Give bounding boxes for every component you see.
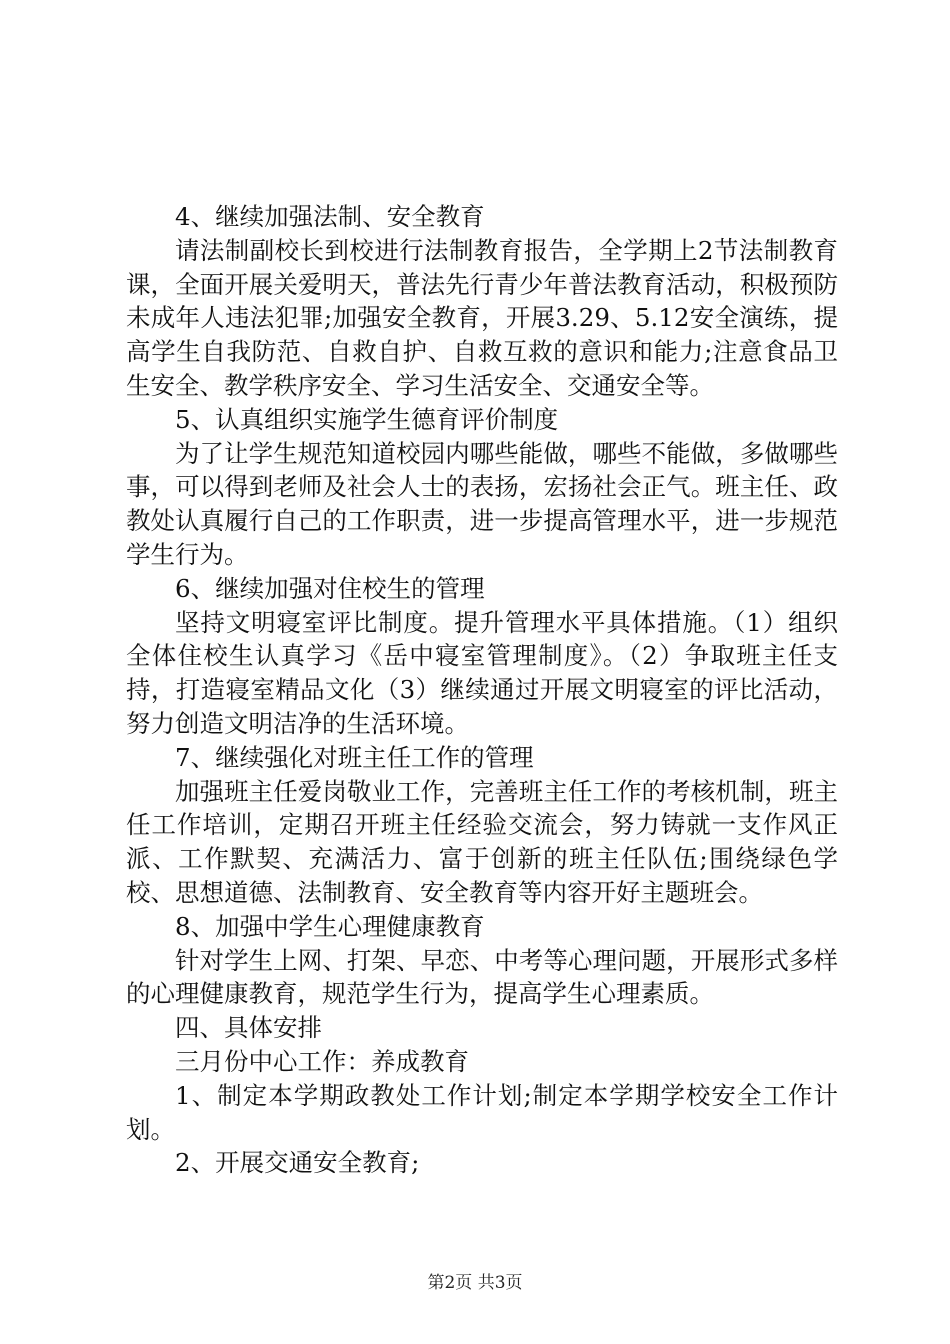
body-paragraph: 加强班主任爱岗敬业工作，完善班主任工作的考核机制，班主任工作培训，定期召开班主任经验交流会，努力铸就一支作风正派、工作默契、充满活力、富于创新的班主任队伍;围绕绿色学校、思想道德、法制教育、安全教育等内容开好主题班会。 — [126, 776, 838, 907]
body-paragraph: 2、开展交通安全教育; — [175, 1148, 420, 1178]
page-number-label: 第2页 共3页 — [427, 1273, 523, 1293]
page-footer — [0, 1272, 950, 1294]
section-heading: 5、认真组织实施学生德育评价制度 — [175, 404, 559, 434]
section-heading: 8、加强中学生心理健康教育 — [175, 911, 485, 941]
body-paragraph: 请法制副校长到校进行法制教育报告，全学期上2节法制教育课，全面开展关爱明天，普法先行青少年普法教育活动，积极预防未成年人违法犯罪;加强安全教育，开展3.29、5.12安全演练，提高学生自我防范、自救自护、自救互救的意识和能力;注意食品卫生安全、教学秩序安全、学习生活安全、交通安全等。 — [126, 235, 838, 400]
document-body — [126, 200, 838, 1180]
section-heading: 四、具体安排 — [175, 1013, 322, 1043]
section-heading: 6、继续加强对住校生的管理 — [175, 573, 485, 603]
body-paragraph: 三月份中心工作：养成教育 — [175, 1046, 469, 1076]
body-paragraph: 针对学生上网、打架、早恋、中考等心理问题，开展形式多样的心理健康教育，规范学生行为，提高学生心理素质。 — [126, 945, 838, 1009]
section-heading: 4、继续加强法制、安全教育 — [175, 202, 485, 231]
body-paragraph: 坚持文明寝室评比制度。提升管理水平具体措施。（1）组织全体住校生认真学习《岳中寝室管理制度》。（2）争取班主任支持，打造寝室精品文化（3）继续通过开展文明寝室的评比活动，努力创造文明洁净的生活环境。 — [126, 607, 838, 738]
section-heading: 7、继续强化对班主任工作的管理 — [175, 742, 534, 772]
body-paragraph: 为了让学生规范知道校园内哪些能做，哪些不能做，多做哪些事，可以得到老师及社会人士的表扬，宏扬社会正气。班主任、政教处认真履行自己的工作职责，进一步提高管理水平，进一步规范学生行为。 — [126, 438, 838, 569]
body-paragraph: 1、制定本学期政教处工作计划;制定本学期学校安全工作计划。 — [126, 1080, 838, 1144]
